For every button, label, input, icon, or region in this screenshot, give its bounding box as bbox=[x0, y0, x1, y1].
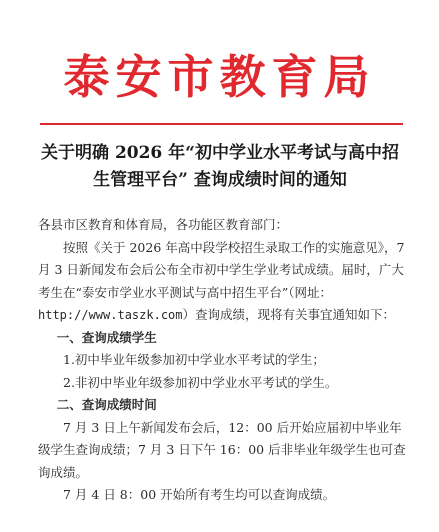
platform-url: http://www.taszk.com bbox=[38, 308, 183, 322]
intro-text-part-1: 按照《关于 2026 年高中段学校招生录取工作的实施意见》，7 月 3 日新闻发布会后公布全市初中学生学业考试成绩。届时，广大考生在“泰安市学业水平测试与高中招生平台”（网址： bbox=[38, 239, 405, 300]
document-title-line-2: 生管理平台” 查询成绩时间的通知 bbox=[93, 170, 347, 190]
intro-text-part-2: ）查询成绩，现将有关事宜通知如下： bbox=[182, 307, 396, 322]
section-2-paragraph-2: 7 月 4 日 8：00 开始所有考生均可以查询成绩。 bbox=[63, 487, 336, 502]
section-1-heading: 一、查询成绩学生 bbox=[56, 329, 157, 345]
salutation: 各县市区教育和体育局，各功能区教育部门： bbox=[38, 217, 289, 232]
section-2-heading: 二、查询成绩时间 bbox=[56, 397, 157, 412]
document-title bbox=[10, 140, 430, 194]
section-2-paragraph-1: 7 月 3 日上午新闻发布会后，12：00 后开始应届初中毕业年级学生查询成绩；7 月 3 日下午 16：00 后非毕业年级学生也可查询成绩。 bbox=[38, 419, 406, 480]
section-1-item-1: 1.初中毕业年级参加初中学业水平考试的学生； bbox=[63, 352, 325, 367]
intro-paragraph bbox=[38, 237, 413, 327]
document-body bbox=[38, 214, 413, 507]
section-1-item-2: 2.非初中毕业年级参加初中学业水平考试的学生。 bbox=[63, 374, 338, 390]
document-title-line-1: 关于明确 2026 年“初中学业水平考试与高中招 bbox=[41, 143, 399, 163]
issuing-org-header: 泰安市教育局 bbox=[63, 50, 376, 104]
header-divider bbox=[40, 123, 403, 125]
